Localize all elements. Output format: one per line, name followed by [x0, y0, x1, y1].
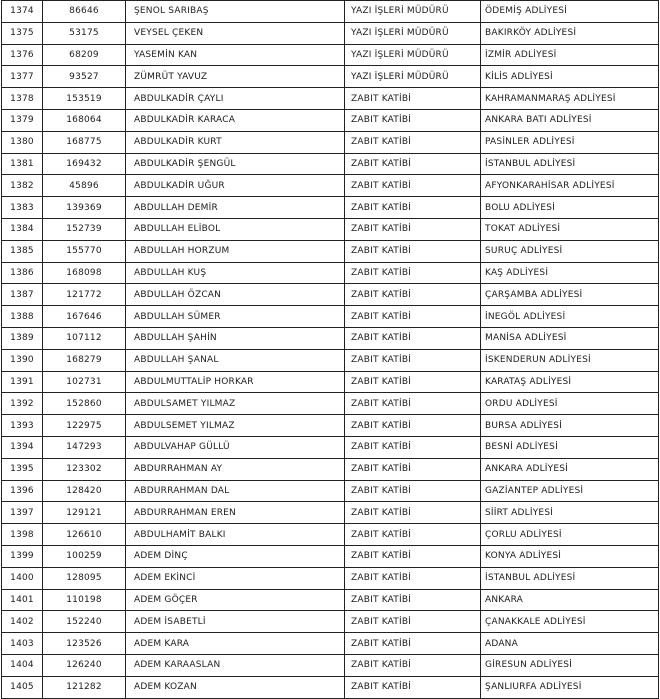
registry-number: 128095	[43, 567, 126, 589]
table-row	[2, 44, 659, 66]
table-row	[2, 88, 659, 110]
row-number: 1387	[2, 284, 43, 306]
job-title: ZABIT KATİBİ	[345, 676, 481, 698]
table-row	[2, 1, 659, 23]
person-name: ABDULLAH KUŞ	[126, 262, 345, 284]
table-row	[2, 153, 659, 175]
table-row	[2, 66, 659, 88]
table-row	[2, 676, 659, 698]
table-row	[2, 262, 659, 284]
job-title: ZABIT KATİBİ	[345, 240, 481, 262]
registry-number: 100259	[43, 545, 126, 567]
courthouse: İSTANBUL ADLİYESİ	[481, 153, 659, 175]
table-row	[2, 633, 659, 655]
person-name: ABDURRAHMAN DAL	[126, 480, 345, 502]
registry-number: 139369	[43, 197, 126, 219]
row-number: 1384	[2, 218, 43, 240]
table-row	[2, 589, 659, 611]
registry-number: 86646	[43, 1, 126, 23]
row-number: 1380	[2, 131, 43, 153]
row-number: 1386	[2, 262, 43, 284]
job-title: ZABIT KATİBİ	[345, 567, 481, 589]
person-name: ABDULMUTTALİP HORKAR	[126, 371, 345, 393]
courthouse: GİRESUN ADLİYESİ	[481, 654, 659, 676]
person-name: ABDULLAH ŞANAL	[126, 349, 345, 371]
person-name: ABDULKADİR ÇAYLI	[126, 88, 345, 110]
job-title: ZABIT KATİBİ	[345, 284, 481, 306]
courthouse: İZMİR ADLİYESİ	[481, 44, 659, 66]
registry-number: 53175	[43, 22, 126, 44]
person-name: ABDULKADİR ŞENGÜL	[126, 153, 345, 175]
person-name: ADEM EKİNCİ	[126, 567, 345, 589]
row-number: 1378	[2, 88, 43, 110]
row-number: 1405	[2, 676, 43, 698]
courthouse: İSKENDERUN ADLİYESİ	[481, 349, 659, 371]
table-row	[2, 545, 659, 567]
courthouse: SURUÇ ADLİYESİ	[481, 240, 659, 262]
courthouse: SİİRT ADLİYESİ	[481, 502, 659, 524]
table-row	[2, 371, 659, 393]
registry-number: 107112	[43, 327, 126, 349]
courthouse: PASİNLER ADLİYESİ	[481, 131, 659, 153]
courthouse: ÖDEMİŞ ADLİYESİ	[481, 1, 659, 23]
courthouse: ANKARA ADLİYESİ	[481, 458, 659, 480]
table-row	[2, 306, 659, 328]
courthouse: İNEGÖL ADLİYESİ	[481, 306, 659, 328]
person-name: ABDULVAHAP GÜLLÜ	[126, 436, 345, 458]
person-name: ZÜMRÜT YAVUZ	[126, 66, 345, 88]
personnel-table	[1, 0, 659, 699]
row-number: 1374	[2, 1, 43, 23]
job-title: ZABIT KATİBİ	[345, 458, 481, 480]
registry-number: 168279	[43, 349, 126, 371]
registry-number: 147293	[43, 436, 126, 458]
courthouse: KAŞ ADLİYESİ	[481, 262, 659, 284]
courthouse: KAHRAMANMARAŞ ADLİYESİ	[481, 88, 659, 110]
person-name: ŞENOL SARIBAŞ	[126, 1, 345, 23]
job-title: ZABIT KATİBİ	[345, 88, 481, 110]
courthouse: ÇARŞAMBA ADLİYESİ	[481, 284, 659, 306]
row-number: 1383	[2, 197, 43, 219]
row-number: 1402	[2, 611, 43, 633]
job-title: ZABIT KATİBİ	[345, 349, 481, 371]
table-row	[2, 415, 659, 437]
person-name: ABDULHAMİT BALKI	[126, 524, 345, 546]
courthouse: BAKIRKÖY ADLİYESİ	[481, 22, 659, 44]
courthouse: BESNİ ADLİYESİ	[481, 436, 659, 458]
row-number: 1377	[2, 66, 43, 88]
person-name: ABDULKADİR KURT	[126, 131, 345, 153]
registry-number: 128420	[43, 480, 126, 502]
row-number: 1398	[2, 524, 43, 546]
row-number: 1400	[2, 567, 43, 589]
courthouse: TOKAT ADLİYESİ	[481, 218, 659, 240]
person-name: ABDULLAH SÜMER	[126, 306, 345, 328]
job-title: ZABIT KATİBİ	[345, 502, 481, 524]
table-row	[2, 480, 659, 502]
row-number: 1381	[2, 153, 43, 175]
table-row	[2, 22, 659, 44]
row-number: 1395	[2, 458, 43, 480]
person-name: YASEMİN KAN	[126, 44, 345, 66]
row-number: 1392	[2, 393, 43, 415]
job-title: YAZI İŞLERİ MÜDÜRÜ	[345, 22, 481, 44]
row-number: 1382	[2, 175, 43, 197]
job-title: ZABIT KATİBİ	[345, 611, 481, 633]
table-row	[2, 436, 659, 458]
registry-number: 123526	[43, 633, 126, 655]
row-number: 1404	[2, 654, 43, 676]
table-row	[2, 218, 659, 240]
table-row	[2, 284, 659, 306]
job-title: ZABIT KATİBİ	[345, 306, 481, 328]
person-name: ABDULKADİR UĞUR	[126, 175, 345, 197]
registry-number: 68209	[43, 44, 126, 66]
job-title: ZABIT KATİBİ	[345, 524, 481, 546]
job-title: ZABIT KATİBİ	[345, 109, 481, 131]
registry-number: 152860	[43, 393, 126, 415]
table-row	[2, 654, 659, 676]
job-title: ZABIT KATİBİ	[345, 480, 481, 502]
table-row	[2, 240, 659, 262]
registry-number: 152739	[43, 218, 126, 240]
courthouse: AFYONKARAHİSAR ADLİYESİ	[481, 175, 659, 197]
courthouse: ŞANLIURFA ADLİYESİ	[481, 676, 659, 698]
registry-number: 169432	[43, 153, 126, 175]
person-name: ABDULLAH HORZUM	[126, 240, 345, 262]
table-row	[2, 524, 659, 546]
courthouse: KONYA ADLİYESİ	[481, 545, 659, 567]
courthouse: ÇANAKKALE ADLİYESİ	[481, 611, 659, 633]
table-row	[2, 567, 659, 589]
table-row	[2, 611, 659, 633]
table-row	[2, 349, 659, 371]
registry-number: 167646	[43, 306, 126, 328]
table-row	[2, 393, 659, 415]
courthouse: KİLİS ADLİYESİ	[481, 66, 659, 88]
person-name: ABDULSEMET YILMAZ	[126, 415, 345, 437]
job-title: ZABIT KATİBİ	[345, 436, 481, 458]
person-name: ABDULLAH ELİBOL	[126, 218, 345, 240]
row-number: 1394	[2, 436, 43, 458]
registry-number: 129121	[43, 502, 126, 524]
row-number: 1399	[2, 545, 43, 567]
job-title: ZABIT KATİBİ	[345, 654, 481, 676]
job-title: ZABIT KATİBİ	[345, 262, 481, 284]
row-number: 1390	[2, 349, 43, 371]
person-name: ABDULLAH DEMİR	[126, 197, 345, 219]
courthouse: ADANA	[481, 633, 659, 655]
job-title: ZABIT KATİBİ	[345, 327, 481, 349]
courthouse: ANKARA	[481, 589, 659, 611]
row-number: 1393	[2, 415, 43, 437]
registry-number: 153519	[43, 88, 126, 110]
courthouse: ANKARA BATI ADLİYESİ	[481, 109, 659, 131]
table-row	[2, 175, 659, 197]
person-name: ADEM KARA	[126, 633, 345, 655]
registry-number: 45896	[43, 175, 126, 197]
person-name: ABDULKADİR KARACA	[126, 109, 345, 131]
person-name: ABDULLAH ŞAHİN	[126, 327, 345, 349]
job-title: ZABIT KATİBİ	[345, 633, 481, 655]
registry-number: 123302	[43, 458, 126, 480]
person-name: ABDULSAMET YILMAZ	[126, 393, 345, 415]
registry-number: 155770	[43, 240, 126, 262]
table-row	[2, 458, 659, 480]
person-name: VEYSEL ÇEKEN	[126, 22, 345, 44]
person-name: ABDURRAHMAN AY	[126, 458, 345, 480]
person-name: ADEM KARAASLAN	[126, 654, 345, 676]
row-number: 1389	[2, 327, 43, 349]
job-title: ZABIT KATİBİ	[345, 589, 481, 611]
courthouse: GAZİANTEP ADLİYESİ	[481, 480, 659, 502]
row-number: 1396	[2, 480, 43, 502]
registry-number: 121772	[43, 284, 126, 306]
row-number: 1385	[2, 240, 43, 262]
job-title: ZABIT KATİBİ	[345, 545, 481, 567]
registry-number: 102731	[43, 371, 126, 393]
job-title: YAZI İŞLERİ MÜDÜRÜ	[345, 66, 481, 88]
job-title: YAZI İŞLERİ MÜDÜRÜ	[345, 44, 481, 66]
table-row	[2, 502, 659, 524]
person-name: ABDURRAHMAN EREN	[126, 502, 345, 524]
courthouse: İSTANBUL ADLİYESİ	[481, 567, 659, 589]
courthouse: ÇORLU ADLİYESİ	[481, 524, 659, 546]
row-number: 1391	[2, 371, 43, 393]
registry-number: 93527	[43, 66, 126, 88]
registry-number: 126240	[43, 654, 126, 676]
table-row	[2, 327, 659, 349]
job-title: ZABIT KATİBİ	[345, 218, 481, 240]
person-name: ABDULLAH ÖZCAN	[126, 284, 345, 306]
person-name: ADEM GÖÇER	[126, 589, 345, 611]
job-title: ZABIT KATİBİ	[345, 197, 481, 219]
row-number: 1403	[2, 633, 43, 655]
registry-number: 168098	[43, 262, 126, 284]
row-number: 1401	[2, 589, 43, 611]
person-name: ADEM İSABETLİ	[126, 611, 345, 633]
job-title: YAZI İŞLERİ MÜDÜRÜ	[345, 1, 481, 23]
registry-number: 110198	[43, 589, 126, 611]
registry-number: 152240	[43, 611, 126, 633]
row-number: 1397	[2, 502, 43, 524]
courthouse: BURSA ADLİYESİ	[481, 415, 659, 437]
registry-number: 168775	[43, 131, 126, 153]
registry-number: 126610	[43, 524, 126, 546]
job-title: ZABIT KATİBİ	[345, 175, 481, 197]
registry-number: 168064	[43, 109, 126, 131]
courthouse: MANİSA ADLİYESİ	[481, 327, 659, 349]
table-row	[2, 109, 659, 131]
row-number: 1376	[2, 44, 43, 66]
row-number: 1379	[2, 109, 43, 131]
courthouse: ORDU ADLİYESİ	[481, 393, 659, 415]
job-title: ZABIT KATİBİ	[345, 371, 481, 393]
table-body	[2, 1, 659, 699]
row-number: 1375	[2, 22, 43, 44]
job-title: ZABIT KATİBİ	[345, 131, 481, 153]
registry-number: 122975	[43, 415, 126, 437]
table-row	[2, 131, 659, 153]
courthouse: KARATAŞ ADLİYESİ	[481, 371, 659, 393]
job-title: ZABIT KATİBİ	[345, 153, 481, 175]
job-title: ZABIT KATİBİ	[345, 415, 481, 437]
job-title: ZABIT KATİBİ	[345, 393, 481, 415]
person-name: ADEM DİNÇ	[126, 545, 345, 567]
registry-number: 121282	[43, 676, 126, 698]
row-number: 1388	[2, 306, 43, 328]
table-row	[2, 197, 659, 219]
courthouse: BOLU ADLİYESİ	[481, 197, 659, 219]
person-name: ADEM KOZAN	[126, 676, 345, 698]
